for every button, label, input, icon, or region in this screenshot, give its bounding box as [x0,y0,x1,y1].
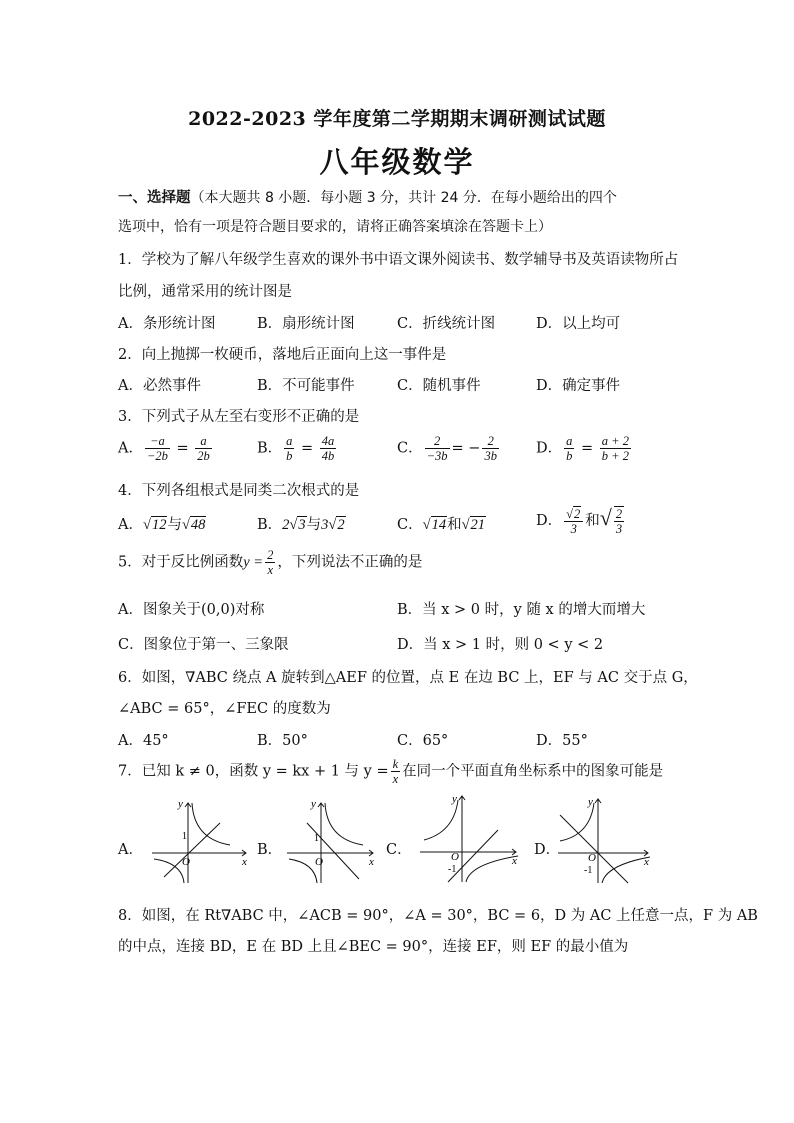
origin-label: O [315,856,323,868]
y-axis-label: y [452,793,457,805]
q3-b-right-fraction [320,434,337,463]
hyperbola-branch-q2 [424,800,458,840]
denominator: −3b [426,449,448,463]
numerator: a [195,434,212,449]
q3-a-left-fraction [145,434,170,463]
q7-graph-d [556,793,654,885]
numerator: 2 [482,434,499,449]
q3-b-label: B． [257,440,283,457]
sqrt-icon: √2 [566,506,581,521]
radicand: 48 [190,517,206,533]
q5-option-d: D．当 x > 1 时，则 0 < y < 2 [397,637,604,653]
hyperbola-branch-q1 [192,803,230,845]
sqrt-icon: √48 [181,517,206,533]
q7-graph-a [150,797,252,885]
x-axis-label: x [512,855,517,867]
sqrt-icon: √21 [461,517,486,533]
q4-option-c [397,513,486,534]
q1-stem-2: 比例，通常采用的统计图是 [118,284,292,300]
origin-label: O [588,852,596,864]
numerator [564,507,583,522]
q1-stem: 1．学校为了解八年级学生喜欢的课外书中语文课外阅读书、数学辅导书及英语读物所占 [118,252,679,268]
q3-option-b: B． $\frac{a}{b}$ = $\frac{4a}{4b}$ [257,434,335,463]
line-graph [164,823,220,877]
q4-option-d [536,505,626,536]
q7-stem [118,757,663,786]
q4-a-label: A． [118,517,143,533]
numerator: a [286,434,293,448]
x-axis-label: x [369,856,374,868]
q7-option-b-label: B． [257,842,283,858]
q7-graph-c [418,790,524,885]
hyperbola-branch-q3 [289,859,317,883]
denominator: 3b [484,449,497,463]
y-axis-label: y [311,798,316,810]
hyperbola-branch-q2 [560,803,594,841]
denominator: b [566,449,573,463]
q1-option-d: D．以上均可 [536,316,621,332]
connector: 与 [167,517,182,533]
q2-option-a: A．必然事件 [118,378,201,394]
origin-label: O [182,856,190,868]
q3-d-label: D． [536,440,563,457]
hyperbola-branch-q1 [325,803,363,845]
x-axis-label: x [644,856,649,868]
q5-fraction [265,548,275,577]
q7-stem-pre: 7．已知 k ≠ 0，函数 y = kx + 1 与 y = [118,763,389,780]
denominator: x [392,772,399,786]
q3-c-right-fraction [482,434,499,463]
q7-stem-post: 在同一个平面直角坐标系中的图象可能是 [402,763,664,780]
q6-option-c: C．65° [397,733,449,749]
origin-label: O [451,851,459,863]
denominator: −2b [146,449,168,463]
q2-option-b: B．不可能事件 [257,378,355,394]
function-lhs: y = [243,554,264,571]
numerator: 4a [321,434,335,448]
q7-graph-b [285,797,380,885]
subject-title: 八年级数学 [319,145,475,179]
q3-option-d: D． $\frac{a}{b}$ = $\frac{a + 2}{b + 2}$ [536,434,629,463]
q5-stem [118,548,422,577]
q7-option-c-label: C． [386,842,412,858]
connector: 与 [306,517,322,533]
q3-a-right-fraction [195,434,212,463]
connector: 和 [447,517,462,533]
q2-stem: 2．向上抛掷一枚硬币，落地后正面向上这一事件是 [118,347,447,363]
connector: 和 [585,513,600,529]
y-axis-label: y [588,796,593,808]
q4-option-a [118,513,206,534]
q6-stem: 6．如图，∇ABC 绕点 A 旋转到△AEF 的位置，点 E 在边 BC 上，EF 与 AC 交于点 G， [118,670,698,686]
denominator: 3 [615,522,623,536]
sqrt-icon: √2 [328,517,345,533]
q4-option-b [257,513,346,534]
q6-option-d: D．55° [536,733,588,749]
denominator: x [267,563,273,577]
q6-option-b: B．50° [257,733,308,749]
q5-stem-pre: 5．对于反比例函数 [118,554,244,571]
section1-note-2: 选项中，恰有一项是符合题目要求的，请将正确答案填涂在答题卡上） [118,219,552,235]
q3-option-c [397,434,501,463]
q5-stem-post: ，下列说法不正确的是 [277,554,423,571]
denominator: 3 [570,521,577,536]
q4-d-fraction [564,507,583,536]
q7-fraction [391,757,401,786]
sqrt-icon: √12 [142,517,167,533]
coefficient: 2 [282,517,290,533]
q6-option-a: A．45° [118,733,169,749]
radicand: 2 [574,506,581,521]
tick-label: 1 [182,831,187,842]
denominator: 2b [197,449,210,463]
q5-option-c: C．图象位于第一、三象限 [118,637,289,653]
radicand: 14 [431,517,447,533]
q5-option-b: B．当 x > 0 时，y 随 x 的增大而增大 [397,602,646,618]
x-axis-label: x [242,856,247,868]
q7-option-a-label: A． [118,842,143,858]
q1-option-a: A．条形统计图 [118,316,216,332]
q3-a-label: A． [118,440,143,457]
y-axis-label: y [178,798,183,810]
denominator: b + 2 [601,449,629,463]
q3-c-label: C． [397,440,423,457]
q5-option-a: A．图象关于(0,0)对称 [118,602,265,618]
radicand: 12 [151,517,167,533]
q8-stem: 8．如图，在 Rt∇ABC 中，∠ACB = 90°，∠A = 30°，BC = 6，D 为 AC 上任意一点，F 为 AB [118,908,758,924]
exam-title: 2022-2023 学年度第二学期期末调研测试试题 [188,108,606,130]
q6-stem-2: ∠ABC = 65°，∠FEC 的度数为 [118,701,331,717]
section1-note: （本大题共 8 小题．每小题 3 分，共计 24 分．在每小题给出的四个 [190,190,617,206]
q8-stem-2: 的中点，连接 BD，E 在 BD 上且∠BEC = 90°，连接 EF，则 EF 的最小值为 [118,939,629,955]
q4-b-label: B． [257,517,283,533]
q3-b-left-fraction [284,434,294,463]
tick-label: -1 [448,864,457,875]
hyperbola-branch-q4 [602,857,650,883]
tick-label: 1 [314,833,319,844]
q3-c-left-fraction [425,434,450,463]
radicand: 2 [337,517,345,533]
numerator: a + 2 [601,434,629,448]
section1-heading-line [118,186,617,207]
q1-option-b: B．扇形统计图 [257,316,355,332]
numerator: −a [145,434,170,449]
q7-option-d-label: D． [534,842,561,858]
q3-stem: 3．下列式子从左至右变形不正确的是 [118,409,360,425]
q4-c-label: C． [397,517,423,533]
q4-d-root-fraction [614,506,624,536]
tick-label: -1 [584,865,593,876]
denominator: 4b [321,449,335,463]
radicand: 3 [298,517,306,533]
q3-d-right-fraction [600,434,631,463]
line-graph [560,815,628,883]
q2-option-d: D．确定事件 [536,378,621,394]
numerator: 2 [615,507,623,521]
denominator: b [286,449,293,463]
hyperbola-branch-q4 [466,856,518,882]
sqrt-icon: √3 [289,517,306,533]
numerator: k [392,757,399,771]
q1-option-c: C．折线统计图 [397,316,496,332]
q3-c-equals-minus: = − [451,440,481,457]
numerator: 2 [267,548,274,562]
line-graph [307,823,359,879]
sqrt-icon: √14 [422,517,447,533]
q3-d-left-fraction [564,434,574,463]
sqrt-icon: √ [599,505,612,530]
numerator: a [566,434,573,448]
numerator: 2 [425,434,450,449]
q4-d-label: D． [536,513,563,529]
q2-option-c: C．随机事件 [397,378,481,394]
q3-option-a: A． $\frac{-a}{-2b}$ = $\frac{a}{2b}$ [118,434,210,463]
radicand: 21 [470,517,486,533]
q4-stem: 4．下列各组根式是同类二次根式的是 [118,483,360,499]
coefficient: 3 [321,517,329,533]
section1-heading: 一、选择题 [118,189,191,206]
